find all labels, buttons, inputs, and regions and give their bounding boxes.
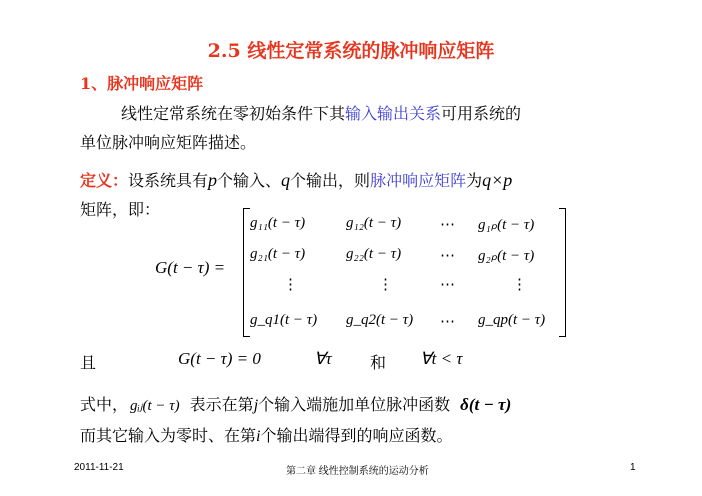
io-relation-term: 输入输出关系: [345, 104, 442, 123]
matrix-cell: ⋮: [283, 277, 298, 293]
matrix-cell: g₁₂(t − τ): [346, 215, 402, 231]
delta-function: δ(t − τ): [460, 395, 512, 414]
matrix-cell: ⋮: [512, 277, 527, 293]
definition-text-b: 个输入、: [217, 171, 282, 190]
matrix-lhs: [155, 258, 225, 278]
matrix-left-bracket: [243, 208, 250, 337]
explanation-line-1: [80, 392, 511, 415]
definition-line-2: 矩阵，即：: [80, 200, 161, 219]
matrix-cell: ⋯: [440, 217, 455, 233]
explanation-text-d: 而其它输入为零时、在第: [80, 426, 257, 445]
intro-text-a: 线性定常系统在零初始条件下其: [121, 104, 346, 123]
definition-text-c: 个输出，则: [290, 171, 371, 190]
condition-equation: G(t − τ) = 0: [178, 349, 261, 368]
definition-text-a: 设系统具有: [128, 171, 209, 190]
condition-and: 和: [370, 353, 387, 372]
intro-line-2: 单位脉冲响应矩阵描述。: [80, 133, 257, 152]
matrix-cell: ⋯: [440, 314, 455, 330]
intro-line-1: [121, 101, 521, 124]
symbol-j: j: [253, 397, 259, 414]
symbol-i: i: [256, 428, 261, 445]
condition-word: 且: [80, 353, 97, 372]
matrix-cell: g₁₁(t − τ): [250, 215, 306, 231]
definition-text-d: 为: [466, 171, 483, 190]
gij-expression: gᵢⱼ(t − τ): [130, 398, 180, 414]
explanation-text-b: 表示在第: [189, 395, 254, 414]
condition-forall-tau: ∀τ: [314, 349, 332, 368]
intro-text-c: 可用系统的: [441, 104, 522, 123]
matrix-cell: g₂ₚ(t − τ): [478, 248, 535, 264]
section-heading: 1、脉冲响应矩阵: [80, 74, 204, 93]
matrix-cell: g₂₁(t − τ): [250, 246, 306, 262]
definition-line-1: [80, 168, 512, 191]
matrix-cell: ⋮: [378, 277, 393, 293]
explanation-text-c: 个输入端施加单位脉冲函数: [258, 395, 451, 414]
matrix-cell: g₂₂(t − τ): [346, 246, 402, 262]
slide-title: 2.5 线性定常系统的脉冲响应矩阵: [207, 40, 495, 62]
definition-label: 定义：: [80, 171, 129, 190]
symbol-p: p: [208, 170, 218, 190]
footer-date: 2011-11-21: [74, 462, 124, 473]
matrix-cell: g_q2(t − τ): [346, 312, 414, 328]
explanation-text-e: 个输出端得到的响应函数。: [260, 426, 453, 445]
matrix-cell: g₁ₚ(t − τ): [478, 217, 535, 233]
matrix-right-bracket: [559, 208, 566, 337]
impulse-matrix-term: 脉冲响应矩阵: [370, 171, 467, 190]
matrix-cell: ⋯: [440, 277, 455, 293]
explanation-line-2: [80, 423, 452, 446]
explanation-text-a: 式中，: [80, 395, 129, 414]
footer-chapter: 第二章 线性控制系统的运动分析: [286, 466, 429, 477]
matrix-cell: g_qp(t − τ): [478, 312, 546, 328]
dimension-qxp: q×p: [482, 170, 513, 190]
footer-page-number: 1: [630, 462, 636, 473]
condition-forall-t: ∀t < τ: [420, 349, 463, 368]
matrix-cell: ⋯: [440, 248, 455, 264]
matrix-cell: g_q1(t − τ): [250, 312, 318, 328]
symbol-q: q: [281, 170, 291, 190]
matrix-lhs-text: G(t − τ) =: [155, 258, 226, 277]
